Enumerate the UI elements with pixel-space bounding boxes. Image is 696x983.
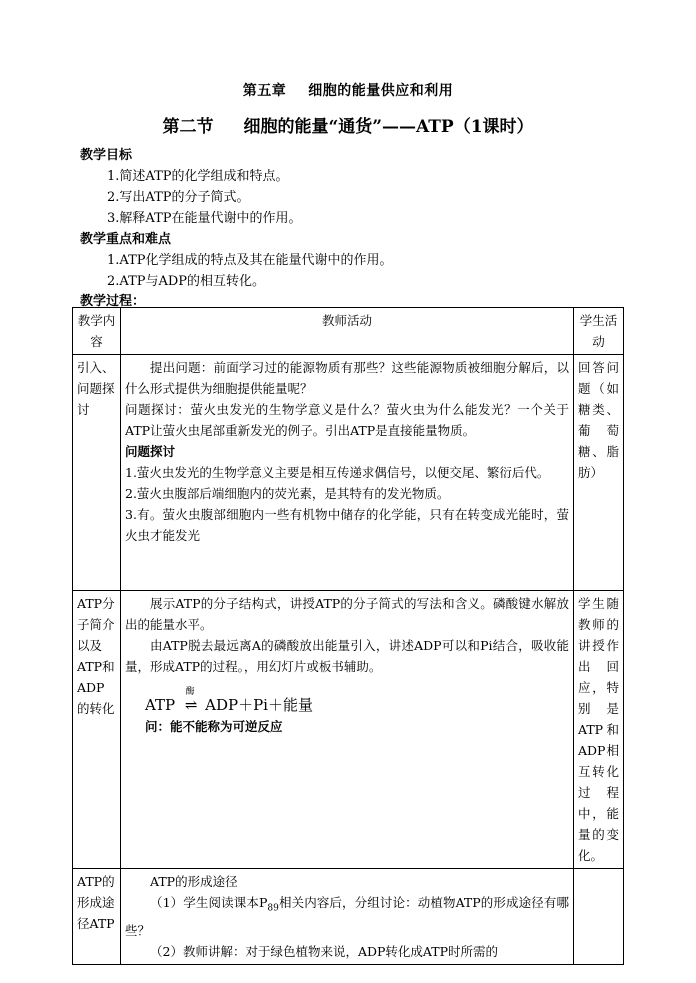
- teacher-activity: [121, 869, 574, 965]
- key-point-item: 2.ATP与ADP的相互转化。: [107, 274, 266, 289]
- paragraph: [125, 892, 569, 941]
- answer-item: 3.有。萤火虫腹部细胞内一些有机物中储存的化学能，只有在转变成光能时，萤火虫才能发光: [125, 507, 569, 543]
- goals-heading: 教学目标: [80, 148, 133, 163]
- col-header-teacher: 教师活动: [121, 308, 574, 355]
- col-header-student: 学生活动: [574, 308, 624, 355]
- section-name: 细胞的能量“通货”——ATP（1课时）: [243, 117, 534, 137]
- table-header-row: [73, 308, 624, 355]
- section-title: [0, 112, 696, 137]
- question: 问：能不能称为可逆反应: [145, 719, 283, 734]
- text-part: 相关内容后，分组讨论：动植物ATP的形成途径有哪些？: [125, 895, 569, 938]
- lesson-table: [72, 307, 624, 965]
- formula-left: ATP: [145, 696, 176, 714]
- teacher-activity: [121, 355, 574, 591]
- paragraph: 展示ATP的分子结构式，讲授ATP的分子简式的写法和含义。磷酸键水解放出的能量水平。: [125, 596, 569, 632]
- enzyme-label: 酶: [185, 687, 195, 697]
- teacher-activity: [121, 591, 574, 869]
- paragraph: 提出问题：前面学习过的能源物质有那些？这些能源物质被细胞分解后，以什么形式提供为细胞提供能量呢？: [125, 360, 569, 396]
- table-row: [73, 591, 624, 869]
- chapter-title: [0, 80, 696, 100]
- answer-item: 2.萤火虫腹部后端细胞内的荧光素，是其特有的发光物质。: [125, 486, 450, 501]
- page-number: 89: [267, 903, 279, 914]
- chapter-name: 细胞的能量供应和利用: [308, 83, 454, 99]
- key-points-heading: 教学重点和难点: [80, 232, 172, 247]
- reaction-formula: [145, 687, 569, 716]
- goal-item: 1.简述ATP的化学组成和特点。: [107, 169, 289, 184]
- student-activity: [574, 869, 624, 965]
- key-point-item: 1.ATP化学组成的特点及其在能量代谢中的作用。: [107, 253, 393, 268]
- formula-right: ADP＋Pi＋能量: [205, 696, 313, 714]
- goal-item: 2.写出ATP的分子简式。: [107, 190, 250, 205]
- paragraph: （2）教师讲解：对于绿色植物来说，ADP转化成ATP时所需的: [150, 943, 499, 959]
- text-part: （1）学生阅读课本P: [150, 895, 268, 910]
- section-number: 第二节: [162, 117, 214, 137]
- row-label: ATP分子简介以及ATP和ADP的转化: [73, 591, 121, 869]
- table-row: [73, 355, 624, 591]
- table-row: [73, 869, 624, 965]
- col-header-content: 教学内容: [73, 308, 121, 355]
- process-heading: 教学过程：: [80, 294, 146, 309]
- row-label: 引入、问题探讨: [73, 355, 121, 591]
- reversible-arrow-icon: 酶 ⇌: [175, 695, 205, 716]
- student-activity: 学生随教师的讲授作出回应，特别是ATP和ADP相互转化过程中，能量的变化。: [574, 591, 624, 869]
- sub-heading: 问题探讨: [125, 444, 176, 459]
- goal-item: 3.解释ATP在能量代谢中的作用。: [107, 211, 302, 226]
- row-label: ATP的形成途径ATP: [73, 869, 121, 965]
- student-activity: 回答问题（如糖类、葡萄糖、脂肪）: [574, 355, 624, 591]
- paragraph: 问题探讨：萤火虫发光的生物学意义是什么？萤火虫为什么能发光？一个关于ATP让萤火虫尾部重新发光的例子。引出ATP是直接能量物质。: [125, 402, 569, 438]
- paragraph: 由ATP脱去最远离A的磷酸放出能量引入，讲述ADP可以和Pi结合，吸收能量，形成ATP的过程。，用幻灯片或板书辅助。: [125, 638, 569, 674]
- chapter-number: 第五章: [242, 83, 287, 99]
- answer-item: 1.萤火虫发光的生物学意义主要是相互传递求偶信号，以便交尾、繁衍后代。: [125, 465, 550, 480]
- paragraph: ATP的形成途径: [150, 874, 238, 889]
